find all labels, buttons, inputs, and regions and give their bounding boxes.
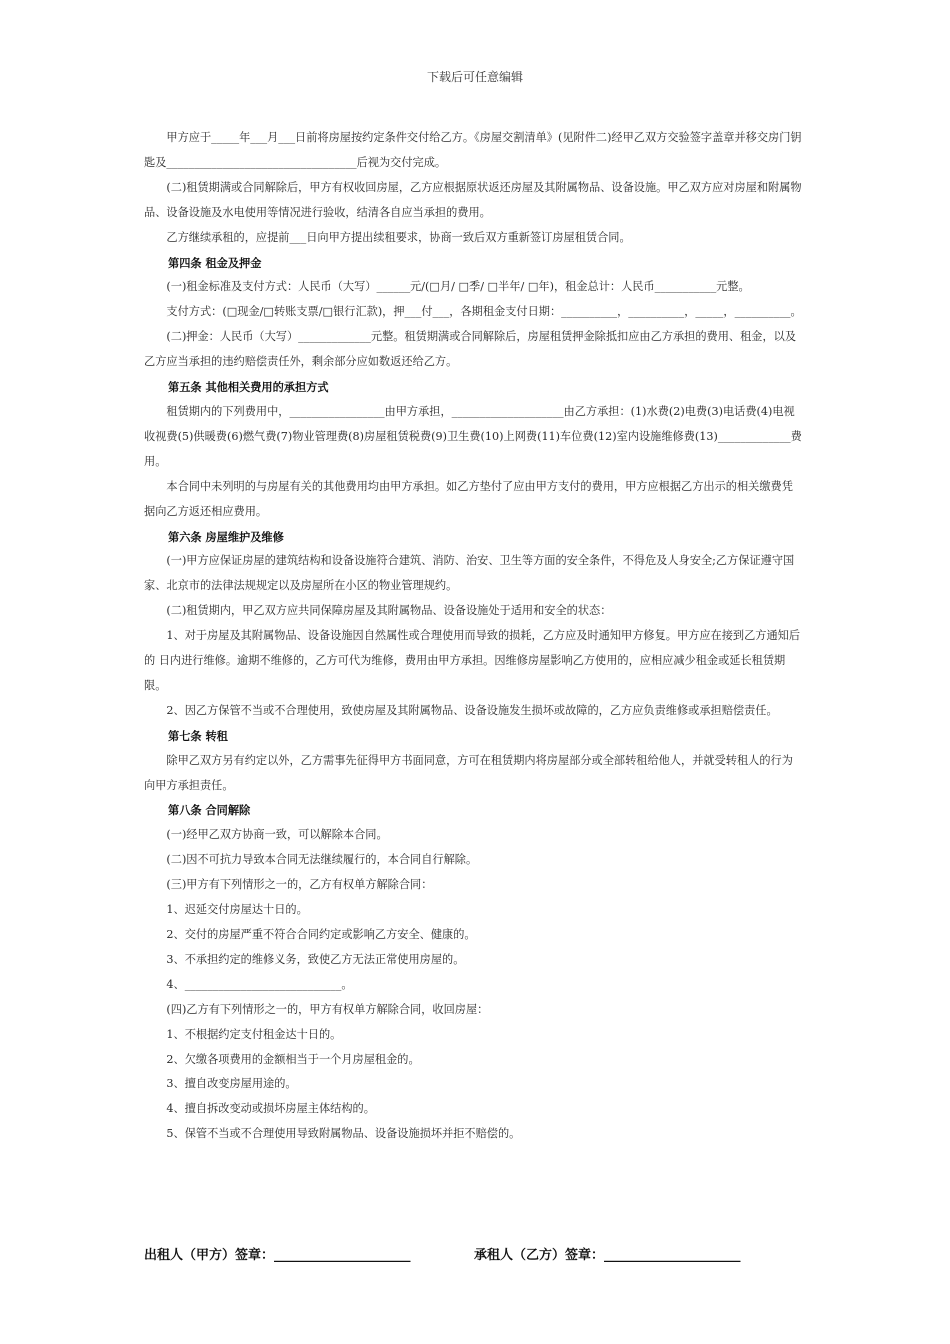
contract-paragraph: 2、因乙方保管不当或不合理使用，致使房屋及其附属物品、设备设施发生损坏或故障的，乙方应负责维修或承担赔偿责任。 (166, 703, 778, 717)
contract-paragraph: 2、交付的房屋严重不符合合同约定或影响乙方安全、健康的。 (166, 928, 476, 941)
contract-paragraph: (一)租金标准及支付方式：人民币（大写）______元/(□月/ □季/ □半年/ □年)，租金总计：人民币___________元整。 (166, 280, 750, 294)
contract-paragraph: (二)押金：人民币（大写）_____________元整。租赁期满或合同解除后，房屋租赁押金除抵扣应由乙方承担的费用、租金，以及乙方应当承担的违约赔偿责任外，剩余部分应如数返还给乙方。 (144, 330, 797, 369)
signature-area (144, 1244, 844, 1263)
contract-paragraph: 支付方式：(□现金/□转账支票/□银行汇款)，押___付___，各期租金支付日期：__________，__________，_____，__________。 (166, 305, 802, 319)
contract-paragraph: 本合同中未列明的与房屋有关的其他费用均由甲方承担。如乙方垫付了应由甲方支付的费用，甲方应根据乙方出示的相关缴费凭据向乙方返还相应费用。 (144, 479, 793, 518)
contract-paragraph: 1、不根据约定支付租金达十日的。 (166, 1027, 342, 1041)
page-header-note: 下载后可任意编辑 (426, 70, 523, 84)
contract-paragraph: 乙方继续承租的，应提前___日向甲方提出续租要求，协商一致后双方重新签订房屋租赁合同。 (166, 230, 631, 244)
contract-paragraph: (三)甲方有下列情形之一的，乙方有权单方解除合同： (166, 878, 433, 892)
contract-paragraph: 5、保管不当或不合理使用导致附属物品、设备设施损坏并拒不赔偿的。 (166, 1127, 521, 1141)
contract-paragraph: 1、迟延交付房屋达十日的。 (166, 903, 308, 917)
contract-paragraph: 4、____________________________。 (166, 977, 353, 991)
section-heading: 第七条 转租 (168, 728, 228, 743)
section-heading: 第八条 合同解除 (168, 803, 251, 818)
contract-paragraph: 3、擅自改变房屋用途的。 (166, 1077, 297, 1091)
section-heading: 第四条 租金及押金 (168, 255, 262, 270)
contract-paragraph: 4、擅自拆改变动或损坏房屋主体结构的。 (166, 1102, 375, 1116)
contract-paragraph: 3、不承担约定的维修义务，致使乙方无法正常使用房屋的。 (166, 952, 465, 966)
contract-paragraph: (二)租赁期满或合同解除后，甲方有权收回房屋，乙方应根据原状返还房屋及其附属物品、设备设施。甲乙双方应对房屋和附属物品、设备设施及水电使用等情况进行验收，结清各自应当承担的费用。 (144, 180, 802, 219)
contract-paragraph: (二)因不可抗力导致本合同无法继续履行的，本合同自行解除。 (166, 853, 478, 867)
contract-body (144, 126, 804, 1147)
contract-paragraph: (一)经甲乙双方协商一致，可以解除本合同。 (166, 828, 388, 842)
contract-paragraph: 2、欠缴各项费用的金额相当于一个月房屋租金的。 (166, 1052, 420, 1066)
contract-paragraph: 租赁期内的下列费用中，_________________由甲方承担，____________________由乙方承担：(1)水费(2)电费(3)电话费(4)电视收视费(5)供暖费(6)燃气费(7)物业管理费(8)房屋租赁税费(9)卫生费(10)上网费(11)车位费(12)室内设施维修费(13)_____________费用。 (144, 404, 802, 468)
contract-paragraph: 1、对于房屋及其附属物品、设备设施因自然属性或合理使用而导致的损耗，乙方应及时通知甲方修复。甲方应在接到乙方通知后的 日内进行维修。逾期不维修的，乙方可代为维修，费用由甲方承担。因维修房屋影响乙方使用的，应相应减少租金或延长租赁期限。 (144, 629, 801, 692)
contract-paragraph: 甲方应于_____年___月___日前将房屋按约定条件交付给乙方。《房屋交割清单》(见附件二)经甲乙双方交验签字盖章并移交房门钥匙及__________________________________后视为交付完成。 (144, 131, 802, 169)
party-b-signature: 承租人（乙方）签章：_____________________ (474, 1248, 741, 1263)
contract-paragraph: 除甲乙双方另有约定以外，乙方需事先征得甲方书面同意，方可在租赁期内将房屋部分或全部转租给他人，并就受转租人的行为向甲方承担责任。 (144, 753, 793, 792)
contract-paragraph: (一)甲方应保证房屋的建筑结构和设备设施符合建筑、消防、治安、卫生等方面的安全条件，不得危及人身安全;乙方保证遵守国家、北京市的法律法规规定以及房屋所在小区的物业管理规约。 (144, 554, 795, 593)
section-heading: 第五条 其他相关费用的承担方式 (168, 380, 329, 395)
section-heading: 第六条 房屋维护及维修 (168, 529, 284, 544)
party-a-signature: 出租人（甲方）签章：_____________________ (144, 1248, 411, 1263)
contract-paragraph: (四)乙方有下列情形之一的，甲方有权单方解除合同，收回房屋： (166, 1002, 489, 1016)
contract-paragraph: (二)租赁期内，甲乙双方应共同保障房屋及其附属物品、设备设施处于适用和安全的状态： (166, 604, 612, 618)
